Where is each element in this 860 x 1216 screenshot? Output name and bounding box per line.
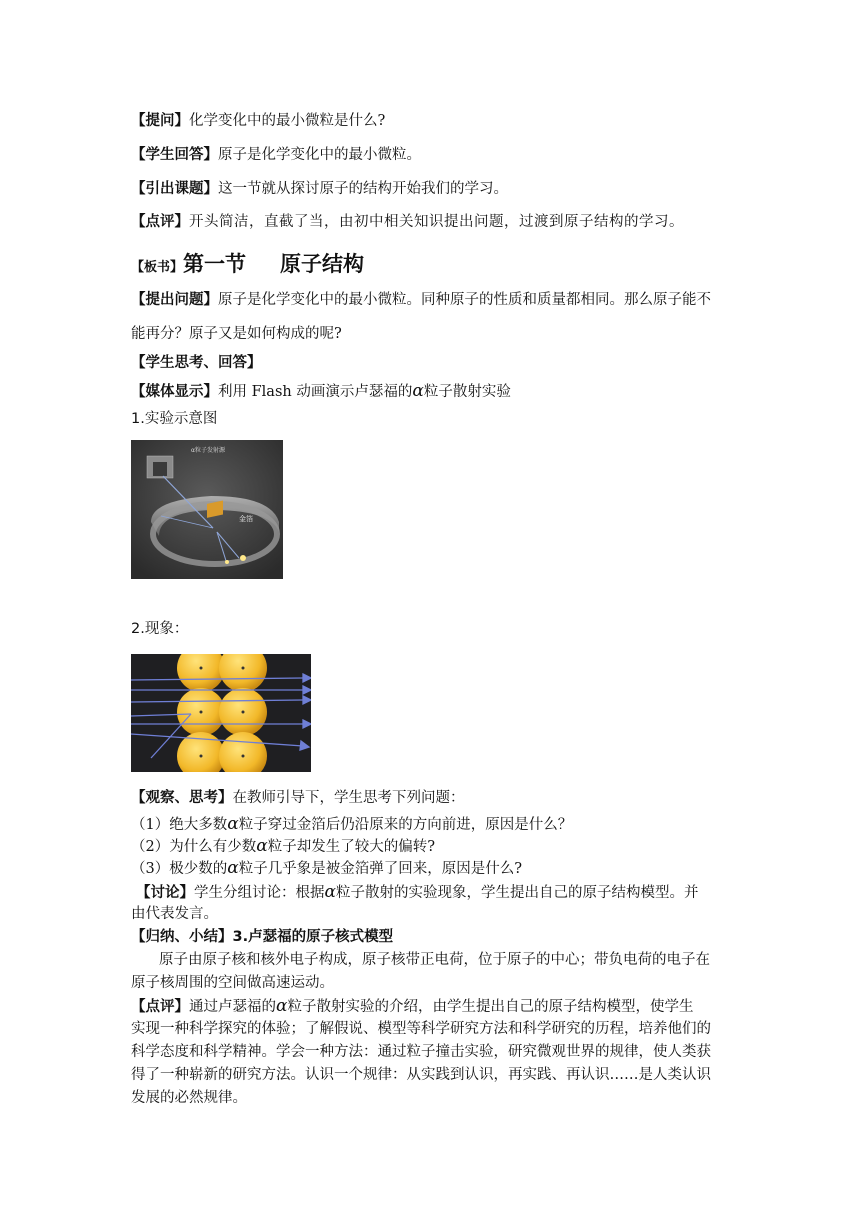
question-item-2	[131, 836, 435, 857]
model-line2: 原子核周围的空间做高速运动。	[131, 975, 334, 991]
comment-line	[131, 212, 684, 232]
alpha-symbol: α	[276, 996, 288, 1016]
q-item-2-pre: （2）为什么有少数	[131, 839, 257, 855]
comment2-tag: 【点评】	[131, 999, 189, 1015]
raise-text-1: 原子是化学变化中的最小微粒。同种原子的性质和质量都相同。那么原子能不	[218, 292, 711, 308]
media-line	[131, 381, 511, 402]
media-tag: 【媒体显示】	[131, 384, 218, 400]
foil-label: 金箔	[239, 515, 253, 523]
section-title: 原子结构	[280, 252, 365, 276]
section-number: 第一节	[183, 252, 247, 276]
figure2-caption: 2.现象：	[131, 621, 189, 637]
question-item-1	[131, 814, 572, 835]
comment2-line4: 得了一种崭新的研究方法。认识一个规律：从实践到认识，再实践、再认识……是人类认识	[131, 1067, 711, 1083]
discuss-line2: 由代表发言。	[131, 906, 218, 922]
comment2-line2: 实现一种科学探究的体验；了解假说、模型等科学研究方法和科学研究的历程，培养他们的	[131, 1021, 711, 1037]
observe-text: 在教师引导下，学生思考下列问题：	[232, 790, 465, 806]
observe-tag: 【观察、思考】	[131, 790, 233, 806]
student-think-line	[131, 353, 262, 373]
intro-text: 这一节就从探讨原子的结构开始我们的学习。	[218, 181, 508, 197]
raise-text-2: 能再分？原子又是如何构成的呢?	[131, 326, 342, 342]
media-text-pre: 利用 Flash 动画演示卢瑟福的	[218, 384, 413, 400]
comment2-pre: 通过卢瑟福的	[189, 999, 276, 1015]
q-item-3-post: 粒子几乎象是被金箔弹了回来，原因是什么?	[238, 861, 522, 877]
comment2-line3: 科学态度和科学精神。学会一种方法：通过粒子撞击实验，研究微观世界的规律，使人类获	[131, 1044, 711, 1060]
alpha-symbol: α	[256, 836, 268, 856]
alpha-symbol: α	[227, 814, 239, 834]
question-tag: 【提问】	[131, 113, 189, 129]
board-heading	[131, 250, 364, 282]
discuss-pre: 学生分组讨论：根据	[194, 885, 325, 901]
summary-line	[131, 927, 393, 947]
figure1-caption: 1.实验示意图	[131, 411, 218, 427]
alpha-symbol: α	[324, 882, 336, 902]
comment2-line1	[131, 996, 693, 1017]
experiment-diagram	[131, 440, 283, 579]
discuss-line1	[136, 882, 698, 903]
question-line	[131, 111, 385, 131]
comment-text: 开头简洁，直截了当，由初中相关知识提出问题，过渡到原子结构的学习。	[189, 214, 684, 230]
scattering-phenomenon-image	[131, 654, 311, 772]
think-tag: 【学生思考、回答】	[131, 355, 262, 371]
model-line1: 原子由原子核和核外电子构成，原子核带正电荷，位于原子的中心；带负电荷的电子在	[159, 952, 710, 968]
q-item-2-post: 粒子却发生了较大的偏转?	[267, 839, 435, 855]
alpha-symbol: α	[412, 381, 424, 401]
comment-tag: 【点评】	[131, 214, 189, 230]
intro-tag: 【引出课题】	[131, 181, 218, 197]
alpha-symbol: α	[227, 858, 239, 878]
answer-tag: 【学生回答】	[131, 147, 218, 163]
source-label: α粒子发射源	[191, 447, 225, 454]
comment2-line5: 发展的必然规律。	[131, 1090, 247, 1106]
student-answer-line	[131, 145, 421, 165]
comment2-post: 粒子散射实验的介绍，由学生提出自己的原子结构模型，使学生	[287, 999, 694, 1015]
raise-question-line2	[131, 324, 342, 344]
board-tag: 【板书】	[131, 260, 184, 275]
question-text: 化学变化中的最小微粒是什么?	[189, 113, 386, 129]
q-item-1-post: 粒子穿过金箔后仍沿原来的方向前进，原因是什么？	[238, 817, 573, 833]
summary-title: 3.卢瑟福的原子核式模型	[232, 929, 394, 945]
question-item-3	[131, 858, 522, 879]
observe-line	[131, 788, 465, 808]
summary-tag: 【归纳、小结】	[131, 929, 233, 945]
raise-tag: 【提出问题】	[131, 292, 218, 308]
media-text-post: 粒子散射实验	[423, 384, 511, 400]
discuss-post: 粒子散射的实验现象，学生提出自己的原子结构模型。并	[335, 885, 699, 901]
answer-text: 原子是化学变化中的最小微粒。	[218, 147, 421, 163]
intro-line	[131, 179, 508, 199]
q-item-3-pre: （3）极少数的	[131, 861, 228, 877]
discuss-tag: 【讨论】	[136, 885, 194, 901]
raise-question-line1	[131, 290, 711, 310]
q-item-1-pre: （1）绝大多数	[131, 817, 228, 833]
